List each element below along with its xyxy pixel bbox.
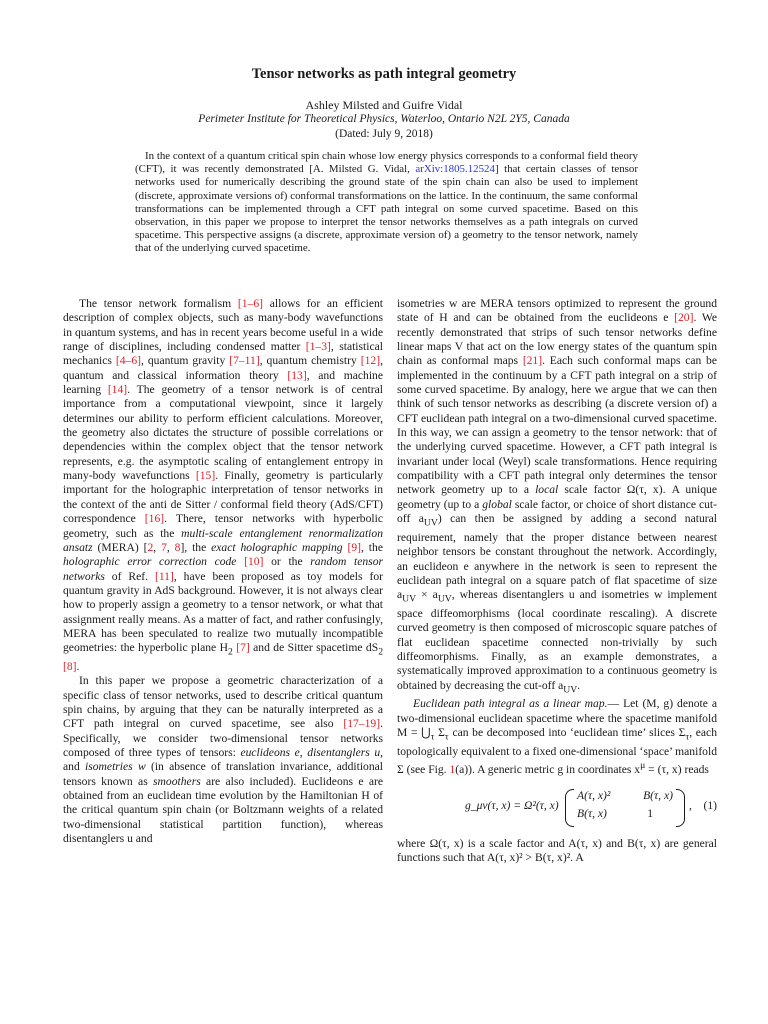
text: . Finally, geometry is particularly important for the holographic interpretation of tensor networks in the context of the anti de Sitter / conformal field theory (AdS/CFT) correspondence [63,469,383,526]
citation-link[interactable]: [7–11] [229,354,260,368]
italic-term: disentanglers u [307,745,381,759]
text: allows for an efficient description of complex objects, such as many-body wavefunctions in quantum systems, and has in recent years become useful in a wide range of disciplines, including condensed matter [63,297,383,354]
text: . Each such conformal maps can be implemented in the continuum by a CFT path integral on a strip of some curved spacetime. By analogy, here we argue that we can then think of such tensor networks as describing (a discrete version of) a CFT euclidean path integral on a two-dimensional curved spacetime. In this way, we can assign a geometry to the tensor network: that of the underlying curved spacetime. However, a CFT path integral is invariant under local (Weyl) scale transformations. Hence requiring compatibility with a CFT path integral only determines the tensor network geometry up to a [397,354,717,497]
italic-term: smoothers [153,774,201,788]
text: and de Sitter spacetime dS [249,641,379,655]
text: , [299,745,308,759]
matrix-cell: 1 [647,807,653,821]
citation-link[interactable]: [12] [360,354,381,368]
matrix-cell: A(τ, x)² [577,789,611,803]
citation-link[interactable]: [8] [63,659,77,673]
date-line: (Dated: July 9, 2018) [335,128,433,140]
left-paren [565,789,574,827]
text: . [577,678,581,692]
citation-link[interactable]: [7] [236,641,250,655]
subscript: τ [444,731,449,743]
text: , the [361,540,383,554]
right-column [397,297,717,866]
text: , [166,540,175,554]
subscript: UV [563,683,578,695]
citation-link[interactable]: [13] [287,368,307,382]
text: scale factor Ω(τ, x). A unique geometry (up to a [397,483,717,511]
section-run-in-heading: Euclidean path integral as a linear map. [413,697,608,711]
text: Σ [434,725,445,739]
superscript: μ [640,759,646,771]
arxiv-link[interactable]: arXiv:1805.12524 [415,163,495,176]
citation-link[interactable]: [10] [244,555,264,569]
paragraph [397,697,717,777]
italic-term: holographic error correction code [63,555,237,569]
affiliation: Perimeter Institute for Theoretical Physics, Waterloo, Ontario N2L 2Y5, Canada [198,113,570,125]
text: , [153,540,162,554]
text: ) can then be assigned by adding a second natural requirement, namely that the proper distance between nearest neighbor tensors be constant throughout the network. Accordingly, an euclideon e anywhere in the network is seen to represent the euclidean path integral on a square patch of flat spacetime of size a [397,512,717,602]
citation-link[interactable]: [14] [107,383,128,397]
text: scale factor, or choice of short distance cut-off a [397,497,717,526]
left-column [63,297,383,846]
text: × a [416,588,438,602]
paragraph [63,297,383,674]
subscript: UV [437,593,452,605]
citation-link[interactable]: [20] [674,311,694,325]
text [236,555,244,568]
text: (in absence of translation invariance, additional tensors known as [63,760,383,788]
text: , have been proposed as toy models for quantum gravity in AdS background. However, it is not always clear how to properly assign a geometry to a tensor network, or what that assignment really means. As a matter of fact, and rather confusingly, MERA has been speculated to realize two mutually incompatible geometries: the hyperbolic plane H [63,569,383,655]
text: (a)). A generic metric g in coordinates x [455,762,641,776]
matrix-row [577,789,673,803]
text: can be decomposed into ‘euclidean time’ slices Σ [448,725,686,739]
citation-link[interactable]: [21] [522,354,543,368]
text: , statistical mechanics [63,340,383,368]
abstract [135,150,638,256]
text: are also included). Euclideons e are obtained from an euclidean time evolution by the Hamiltonian H of the critical quantum spin chain (or Boltzmann weights of a related two-dimensional statistical partition function), whereas disentanglers u and [63,774,383,846]
equation-number: (1) [703,799,717,813]
italic-term: local [535,483,559,497]
italic-term: random tensor networks [63,555,383,583]
subscript: τ [430,731,435,743]
citation-link[interactable]: 8 [174,540,181,554]
italic-term: global [482,497,512,511]
figure-link[interactable]: 1 [449,762,456,776]
italic-term: isometries w [85,760,146,774]
citation-link[interactable]: [4–6] [115,354,142,368]
text: = (τ, x) reads [645,762,709,776]
text: , and [63,745,384,774]
citation-link[interactable]: [16] [144,512,165,526]
citation-link[interactable]: [11] [154,569,174,583]
citation-link[interactable]: [17–19] [343,717,381,731]
matrix-cell: B(τ, x) [577,807,607,821]
text: — Let (M, g) denote a two-dimensional euclidean spacetime where the spacetime manifold M = ⋃ [397,697,717,739]
text: , and machine learning [63,368,383,397]
text: . We recently demonstrated that strips of such tensor networks define linear maps V that act on the low energy states of the quantum spin chain as conformal maps [397,311,718,368]
text: . [76,659,80,673]
metric-matrix [565,787,685,823]
equation-comma: , [689,799,692,813]
text: isometries w are MERA tensors optimized to represent the ground state of H and can be obtained from the euclideons e [397,297,717,325]
citation-link[interactable]: [1–6] [237,297,263,310]
text: . Specifically, we consider two-dimensional tensor networks composed of three types of tensors: [63,717,383,759]
text: . The geometry of a tensor network is of central importance from a computational viewpoint, since it largely determines our ability to perform efficient calculations. Moreover, the geometry also dictates the structure of possible correlations or dependencies within the complex object that the tensor network represents, e.g. the asymptotic scaling of entanglement entropy in many-body wavefunctions [63,383,384,483]
text: , quantum and classical information theory [63,354,383,382]
citation-link[interactable]: 2 [147,540,154,554]
citation-link[interactable]: [9] [347,540,362,554]
text: ], the [180,540,212,554]
subscript: 2 [378,646,384,658]
equation-lhs: g_μν(τ, x) = Ω²(τ, x) [465,799,559,813]
text: , whereas disentanglers u and isometries w implement space diffeomorphisms (local coordinate rescaling). A discrete curved geometry is then composed of microscopic square patches of flat euclidean spacetime connected non-trivially by such diffeomorphisms. Finally, as an example demonstrates, a systematically improved approximation to a continuous geometry is obtained by decreasing the cut-off a [397,588,717,692]
italic-term: multi-scale entanglement renormalization ansatz [63,526,383,554]
matrix-cell: B(τ, x) [643,789,673,803]
authors: Ashley Milsted and Guifre Vidal [305,98,463,112]
paragraph [397,297,717,697]
text: , quantum gravity [141,354,230,368]
equation-1 [397,783,717,833]
text: , each topologically equivalent to a fixed one-dimensional ‘space’ manifold Σ (see Fig. [397,725,717,776]
citation-link[interactable]: [1–3] [305,340,331,354]
text: . There, tensor networks with hyperbolic geometry, such as the [63,512,383,540]
italic-term: exact holographic mapping [211,540,343,554]
text: (MERA) [ [92,540,148,554]
abstract-text: In the context of a quantum critical spin chain whose low energy physics corresponds to a conformal field theory (CFT), it was recently demonstrated [A. Milsted G. Vidal, [135,150,638,176]
text: where Ω(τ, x) is a scale factor and A(τ, x) and B(τ, x) are general functions such that A(τ, x)² > B(τ, x)². A [397,837,717,865]
citation-link[interactable]: 7 [161,540,167,554]
subscript: τ [685,731,690,743]
subscript: UV [423,517,438,529]
paper-title: Tensor networks as path integral geometry [251,66,517,82]
text: of Ref. [104,569,155,583]
abstract-text: ] that certain classes of tensor networks used for numerically describing the ground state of the spin chain can also be used to implement (discrete, approximate versions of) conformal transformations on the lattice. In the continuum, the same conformal transformations can be implemented through a CFT path integral on some curved spacetime. Based on this observation, in this paper we propose to interpret the tensor networks themselves as a path integrals on curved spacetime. This perspective assigns (a discrete, approximate version of) a geometry to the tensor network, namely that of the underlying curved spacetime. [135,163,638,255]
citation-link[interactable]: [15] [195,469,216,483]
text: In this paper we propose a geometric characterization of a specific class of tensor networks, used to describe critical quantum spin chains, by arguing that they can be naturally interpreted as a CFT path integral on curved spacetime, see also [63,674,383,731]
subscript: UV [402,593,417,605]
text: or the [263,555,311,569]
paragraph [397,837,717,866]
right-paren [676,789,685,827]
text: , quantum chemistry [259,354,361,368]
paragraph [63,674,383,846]
italic-term: euclideons e [240,745,300,759]
subscript: 2 [227,646,233,658]
text: The tensor network formalism [79,297,238,310]
matrix-row [577,807,673,821]
